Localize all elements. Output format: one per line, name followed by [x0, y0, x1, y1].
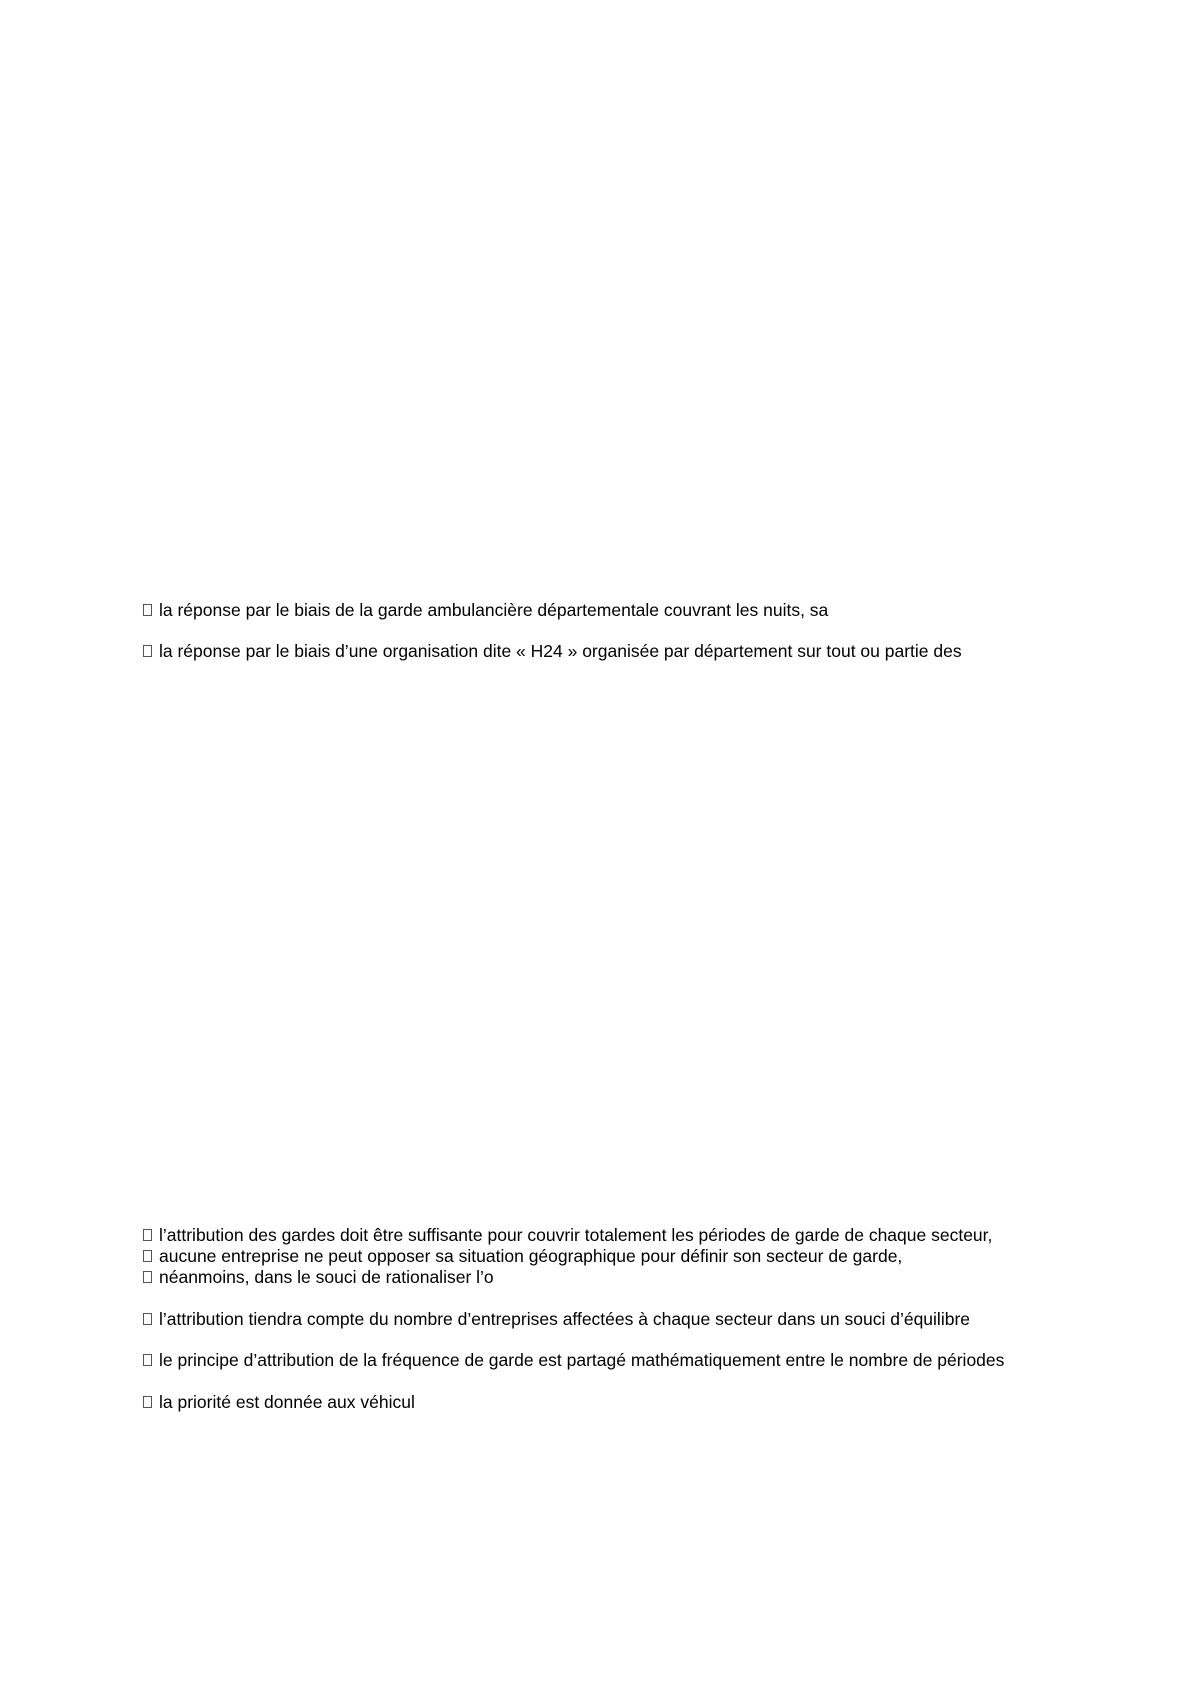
bullet-line-8: [143, 1392, 415, 1412]
checkbox-glyph-icon: [143, 1354, 152, 1366]
bullet-text: la réponse par le biais d’une organisation dite « H24 » organisée par département sur tout ou partie des: [159, 641, 962, 661]
checkbox-glyph-icon: [143, 604, 152, 616]
bullet-text: la priorité est donnée aux véhicul: [159, 1392, 415, 1412]
checkbox-glyph-icon: [143, 1271, 152, 1283]
checkbox-glyph-icon: [143, 1250, 152, 1262]
checkbox-glyph-icon: [143, 1229, 152, 1241]
checkbox-glyph-icon: [143, 1396, 152, 1408]
checkbox-glyph-icon: [143, 645, 152, 657]
bullet-line-6: [143, 1309, 970, 1329]
checkbox-glyph-icon: [143, 1313, 152, 1325]
bullet-line-5: [143, 1267, 494, 1287]
bullet-text: aucune entreprise ne peut opposer sa situation géographique pour définir son secteur de garde,: [159, 1246, 903, 1266]
bullet-text: la réponse par le biais de la garde ambulancière départementale couvrant les nuits, sa: [159, 600, 829, 620]
bullet-line-4: [143, 1246, 902, 1266]
bullet-text: l’attribution des gardes doit être suffisante pour couvrir totalement les périodes de garde de chaque secteur,: [159, 1225, 993, 1245]
bullet-text: le principe d’attribution de la fréquence de garde est partagé mathématiquement entre le nombre de périodes: [159, 1350, 1005, 1370]
bullet-text: l’attribution tiendra compte du nombre d’entreprises affectées à chaque secteur dans un souci d’équilibre: [159, 1309, 970, 1329]
bullet-line-1: [143, 600, 828, 620]
bullet-line-3: [143, 1225, 992, 1245]
bullet-line-2: [143, 641, 962, 661]
bullet-line-7: [143, 1350, 1004, 1370]
bullet-text: néanmoins, dans le souci de rationaliser l’o: [159, 1267, 494, 1287]
